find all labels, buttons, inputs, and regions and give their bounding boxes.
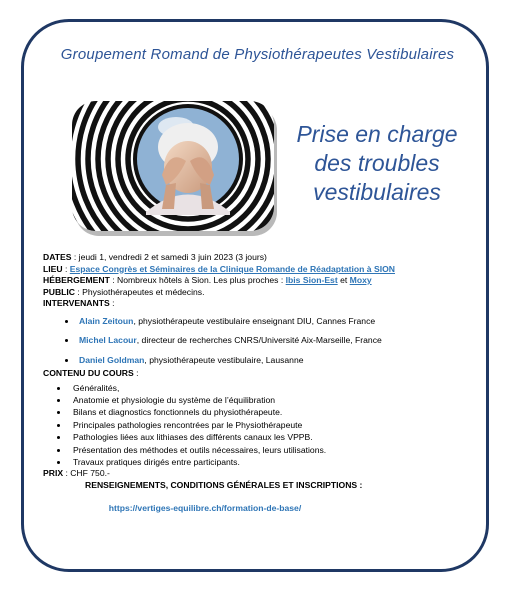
public-line: [43, 287, 483, 299]
prix-value: : CHF 750.-: [63, 468, 110, 479]
contenu-separator: :: [133, 368, 139, 378]
speaker-role: , physiothérapeute vestibulaire, Lausanne: [144, 354, 304, 365]
course-title-line-1: Prise en charge: [296, 121, 458, 147]
intervenants-list: [43, 316, 483, 367]
list-item: [77, 355, 483, 367]
intervenants-separator: :: [109, 298, 115, 308]
contenu-label: CONTENU DU COURS: [43, 368, 134, 378]
course-details: [43, 252, 483, 491]
organization-heading: Groupement Romand de Physiothérapeutes Vestibulaires: [60, 46, 455, 63]
list-item: • Pathologies liées aux lithiases des différents canaux les VPPB.: [69, 431, 483, 443]
hebergement-value: : Nombreux hôtels à Sion. Les plus proches :: [109, 275, 286, 285]
renseignements-heading: RENSEIGNEMENTS, CONDITIONS GÉNÉRALES ET INSCRIPTIONS :: [85, 479, 363, 490]
speaker-name: Michel Lacour: [79, 335, 137, 345]
list-item: • Généralités,: [69, 382, 483, 394]
list-item: [77, 335, 483, 347]
intervenants-label: INTERVENANTS: [43, 298, 110, 308]
dates-label: DATES: [43, 252, 72, 262]
speaker-name: Alain Zeitoun: [79, 315, 134, 326]
hebergement-line: [43, 275, 483, 287]
speaker-name: Daniel Goldman: [79, 354, 145, 365]
list-item: • Principales pathologies rencontrées par le Physiothérapeute: [69, 419, 483, 431]
course-title: [282, 120, 472, 207]
registration-link[interactable]: https://vertiges-equilibre.ch/formation-de-base/: [108, 503, 302, 513]
vertigo-illustration: [66, 97, 280, 239]
list-item: [77, 316, 483, 328]
speaker-role: , directeur de recherches CNRS/Université Aix-Marseille, France: [136, 335, 382, 345]
public-value: : Physiothérapeutes et médecins.: [75, 286, 205, 297]
list-item: • Anatomie et physiologie du système de l’équilibration: [69, 394, 483, 406]
hotel-separator: et: [337, 275, 350, 285]
hotel-ibis-link[interactable]: Ibis Sion-Est: [285, 275, 338, 285]
dates-line: [43, 252, 483, 264]
prix-line: [43, 468, 483, 480]
list-item: • Bilans et diagnostics fonctionnels du physiothérapeute.: [69, 406, 483, 418]
list-item: • Présentation des méthodes et outils nécessaires, leurs utilisations.: [69, 444, 483, 456]
venue-link[interactable]: Espace Congrès et Séminaires de la Clinique Romande de Réadaptation à SION: [69, 263, 395, 274]
dates-value: : jeudi 1, vendredi 2 et samedi 3 juin 2023 (3 jours): [71, 252, 267, 262]
prix-label: PRIX: [43, 468, 64, 479]
lieu-separator: :: [62, 263, 70, 274]
lieu-label: LIEU: [43, 263, 63, 274]
contenu-list: [43, 382, 483, 469]
list-item: • Travaux pratiques dirigés entre participants.: [69, 456, 483, 468]
hotel-moxy-link[interactable]: Moxy: [349, 275, 372, 285]
intervenants-line: [43, 298, 483, 310]
public-label: PUBLIC: [43, 286, 75, 297]
course-title-line-2: des troubles: [314, 150, 440, 176]
contenu-line: [43, 368, 483, 380]
lieu-line: [43, 264, 483, 276]
hebergement-label: HÉBERGEMENT: [43, 275, 110, 285]
course-title-line-3: vestibulaires: [313, 179, 441, 205]
speaker-role: , physiothérapeute vestibulaire enseignant DIU, Cannes France: [133, 315, 376, 326]
